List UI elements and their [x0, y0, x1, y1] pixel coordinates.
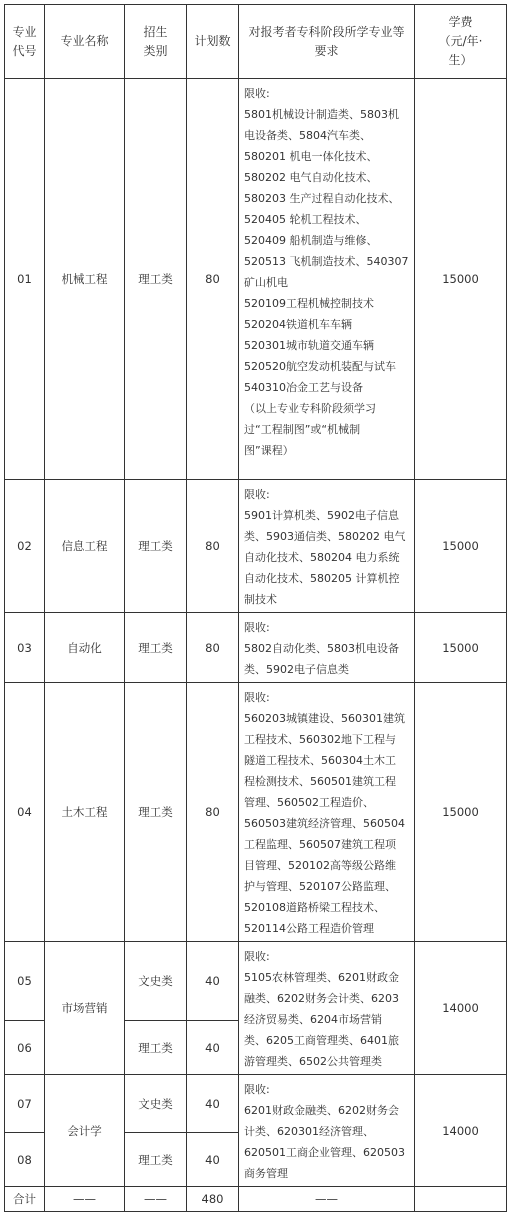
plan-count: 40 — [187, 1075, 239, 1133]
plan-count: 40 — [187, 1133, 239, 1187]
requirement-line: 目管理、520102高等级公路维 — [244, 859, 396, 872]
major-code: 03 — [5, 613, 45, 683]
total-requirement: —— — [239, 1187, 415, 1212]
major-name: 自动化 — [45, 613, 125, 683]
requirement-line: 540310冶金工艺与设备 — [244, 381, 363, 394]
major-code: 01 — [5, 79, 45, 480]
requirement-line: 520204铁道机车车辆 — [244, 318, 352, 331]
requirement-line: 商务管理 — [244, 1167, 288, 1180]
requirement-line: 工程技术、560302地下工程与 — [244, 733, 396, 746]
major-name: 信息工程 — [45, 480, 125, 613]
tuition-fee: 14000 — [415, 1075, 507, 1187]
total-plan: 480 — [187, 1187, 239, 1212]
header-plan: 计划数 — [187, 5, 239, 79]
tuition-fee: 15000 — [415, 683, 507, 942]
requirement-line: 管理、560502工程造价、 — [244, 796, 374, 809]
requirement-line: 自动化技术、580204 电力系统 — [244, 551, 400, 564]
plan-count: 80 — [187, 613, 239, 683]
requirement-line: 图”课程） — [244, 444, 294, 457]
major-code: 05 — [5, 942, 45, 1021]
requirement-line: 520409 船机制造与维修、 — [244, 234, 378, 247]
requirement-line: 游管理类、6502公共管理类 — [244, 1055, 382, 1068]
header-fee: 学费 （元/年· 生） — [415, 5, 507, 79]
tuition-fee: 15000 — [415, 613, 507, 683]
total-name: —— — [45, 1187, 125, 1212]
major-code: 07 — [5, 1075, 45, 1133]
requirement-line: 限收: — [244, 691, 270, 704]
requirement-line: 电设备类、5804汽车类、 — [244, 129, 371, 142]
requirement-line: 520114公路工程造价管理 — [244, 922, 374, 935]
major-code: 08 — [5, 1133, 45, 1187]
plan-count: 80 — [187, 480, 239, 613]
requirement-line: 520405 轮机工程技术、 — [244, 213, 367, 226]
requirement-line: 计类、620301经济管理、 — [244, 1125, 374, 1138]
plan-count: 80 — [187, 683, 239, 942]
plan-count: 80 — [187, 79, 239, 480]
requirement-cell — [239, 480, 415, 613]
requirement-line: 经济贸易类、6204市场营销 — [244, 1013, 382, 1026]
requirement-line: 融类、6202财务会计类、6203 — [244, 992, 399, 1005]
enroll-category: 文史类 — [125, 942, 187, 1021]
requirement-cell — [239, 1075, 415, 1187]
plan-count: 40 — [187, 1021, 239, 1075]
enroll-category: 文史类 — [125, 1075, 187, 1133]
requirement-line: 工程监理、560507建筑工程项 — [244, 838, 396, 851]
enroll-category: 理工类 — [125, 1133, 187, 1187]
tuition-fee: 15000 — [415, 79, 507, 480]
requirement-line: 类、5902电子信息类 — [244, 663, 349, 676]
admission-plan-table — [4, 4, 507, 1212]
tuition-fee: 15000 — [415, 480, 507, 613]
requirement-line: 520109工程机械控制技术 — [244, 297, 374, 310]
requirement-line: 520108道路桥梁工程技术、 — [244, 901, 385, 914]
enroll-category: 理工类 — [125, 683, 187, 942]
requirement-line: 限收: — [244, 950, 270, 963]
requirement-line: 6201财政金融类、6202财务会 — [244, 1104, 399, 1117]
requirement-line: 限收: — [244, 621, 270, 634]
requirement-line: 限收: — [244, 1083, 270, 1096]
requirement-line: 580201 机电一体化技术、 — [244, 150, 378, 163]
header-category: 招生 类别 — [125, 5, 187, 79]
requirement-cell — [239, 79, 415, 480]
requirement-line: 过“工程制图”或“机械制 — [244, 423, 361, 436]
requirement-line: 5801机械设计制造类、5803机 — [244, 108, 399, 121]
requirement-line: 560203城镇建设、560301建筑 — [244, 712, 405, 725]
major-name: 市场营销 — [45, 942, 125, 1075]
enroll-category: 理工类 — [125, 1021, 187, 1075]
table-row — [5, 942, 507, 1021]
total-row — [5, 1187, 507, 1212]
major-name: 土木工程 — [45, 683, 125, 942]
plan-count: 40 — [187, 942, 239, 1021]
header-code: 专业 代号 — [5, 5, 45, 79]
enroll-category: 理工类 — [125, 613, 187, 683]
header-name: 专业名称 — [45, 5, 125, 79]
requirement-line: 580203 生产过程自动化技术、 — [244, 192, 400, 205]
requirement-line: 560503建筑经济管理、560504 — [244, 817, 405, 830]
requirement-line: 类、6205工商管理类、6401旅 — [244, 1034, 399, 1047]
table-row — [5, 79, 507, 480]
total-category: —— — [125, 1187, 187, 1212]
requirement-cell — [239, 683, 415, 942]
requirement-line: 限收: — [244, 87, 270, 100]
major-code: 02 — [5, 480, 45, 613]
requirement-line: 程检测技术、560501建筑工程 — [244, 775, 396, 788]
header-requirement: 对报考者专科阶段所学专业等 要求 — [239, 5, 415, 79]
requirement-line: 5901计算机类、5902电子信息 — [244, 509, 399, 522]
requirement-line: （以上专业专科阶段须学习 — [244, 402, 376, 415]
total-fee — [415, 1187, 507, 1212]
total-label: 合计 — [5, 1187, 45, 1212]
enroll-category: 理工类 — [125, 79, 187, 480]
requirement-line: 类、5903通信类、580202 电气 — [244, 530, 406, 543]
requirement-cell — [239, 613, 415, 683]
requirement-cell — [239, 942, 415, 1075]
requirement-line: 5105农林管理类、6201财政金 — [244, 971, 399, 984]
table-row — [5, 1075, 507, 1133]
major-name: 会计学 — [45, 1075, 125, 1187]
table-row — [5, 683, 507, 942]
major-code: 06 — [5, 1021, 45, 1075]
requirement-line: 520513 飞机制造技术、540307 — [244, 255, 409, 268]
requirement-line: 限收: — [244, 488, 270, 501]
header-row — [5, 5, 507, 79]
tuition-fee: 14000 — [415, 942, 507, 1075]
major-name: 机械工程 — [45, 79, 125, 480]
requirement-line: 矿山机电 — [244, 276, 288, 289]
enroll-category: 理工类 — [125, 480, 187, 613]
requirement-line: 护与管理、520107公路监理、 — [244, 880, 396, 893]
requirement-line: 520301城市轨道交通车辆 — [244, 339, 374, 352]
requirement-line: 620501工商企业管理、620503 — [244, 1146, 405, 1159]
requirement-line: 520520航空发动机装配与试车 — [244, 360, 396, 373]
requirement-line: 5802自动化类、5803机电设备 — [244, 642, 399, 655]
requirement-line: 制技术 — [244, 593, 277, 606]
requirement-line: 自动化技术、580205 计算机控 — [244, 572, 400, 585]
table-row — [5, 613, 507, 683]
requirement-line: 隧道工程技术、560304土木工 — [244, 754, 396, 767]
requirement-line: 580202 电气自动化技术、 — [244, 171, 378, 184]
major-code: 04 — [5, 683, 45, 942]
table-row — [5, 480, 507, 613]
